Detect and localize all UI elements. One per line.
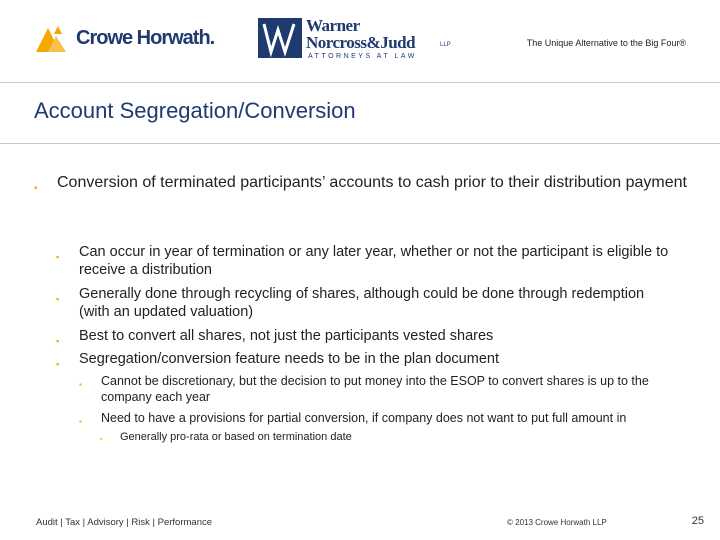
slide-header xyxy=(0,0,720,80)
crowe-chevron-icon xyxy=(36,24,72,54)
bullet-subsub-2 xyxy=(79,410,699,426)
bullet-marker: ▪ xyxy=(79,417,82,426)
wnj-logo-tagline: ATTORNEYS AT LAW xyxy=(308,53,417,60)
bullet-text: Segregation/conversion feature needs to be in the plan document xyxy=(79,351,499,367)
bullet-text: Conversion of terminated participants’ accounts to cash prior to their distribution payment xyxy=(57,174,687,191)
bullet-marker: ▪ xyxy=(100,436,103,443)
footer-service-lines: Audit | Tax | Advisory | Risk | Performance xyxy=(36,517,213,528)
bullet-text: Need to have a provisions for partial conversion, if company does not want to put full amount in xyxy=(101,411,627,425)
wnj-monogram-icon xyxy=(258,18,302,58)
bullet-sub-1 xyxy=(56,243,676,279)
bullet-text: Best to convert all shares, not just the participants vested shares xyxy=(79,328,494,344)
footer-copyright: © 2013 Crowe Horwath LLP xyxy=(507,518,607,527)
bullet-sub-2 xyxy=(56,285,676,321)
bullet-marker: ▪ xyxy=(34,183,38,194)
bullet-marker: ▪ xyxy=(56,252,60,262)
bullet-main xyxy=(34,172,694,194)
bullet-subsubsub-1 xyxy=(100,430,700,444)
crowe-horwath-logo xyxy=(36,22,226,58)
bullet-marker: ▪ xyxy=(56,359,60,369)
bullet-sub-4 xyxy=(56,350,676,368)
bullet-text: Can occur in year of termination or any later year, whether or not the participant is eligible to receive a distribution xyxy=(79,244,669,278)
wnj-logo-line2: Norcross&Judd xyxy=(306,33,416,52)
slide-title: Account Segregation/Conversion xyxy=(34,98,356,123)
bullet-marker: ▪ xyxy=(56,294,60,304)
bullet-marker: ▪ xyxy=(56,336,60,346)
bullet-text: Generally done through recycling of shares, although could be done through redemption (with an updated valuation) xyxy=(79,286,645,320)
crowe-logo-text: Crowe Horwath. xyxy=(76,27,215,49)
wnj-logo-llp: LLP xyxy=(440,42,451,48)
bullet-text: Generally pro-rata or based on termination date xyxy=(120,431,352,443)
title-divider xyxy=(0,143,720,144)
wnj-logo-line1: Warner xyxy=(306,16,360,35)
bullet-text: Cannot be discretionary, but the decision to put money into the ESOP to convert shares is up to the company each year xyxy=(101,374,649,404)
bullet-subsub-1 xyxy=(79,373,699,405)
bullet-marker: ▪ xyxy=(79,380,82,389)
warner-norcross-judd-logo xyxy=(258,16,458,64)
page-number: 25 xyxy=(691,515,704,527)
bullet-sub-3 xyxy=(56,327,676,345)
header-divider xyxy=(0,82,720,83)
header-tagline: The Unique Alternative to the Big Four® xyxy=(526,38,686,48)
